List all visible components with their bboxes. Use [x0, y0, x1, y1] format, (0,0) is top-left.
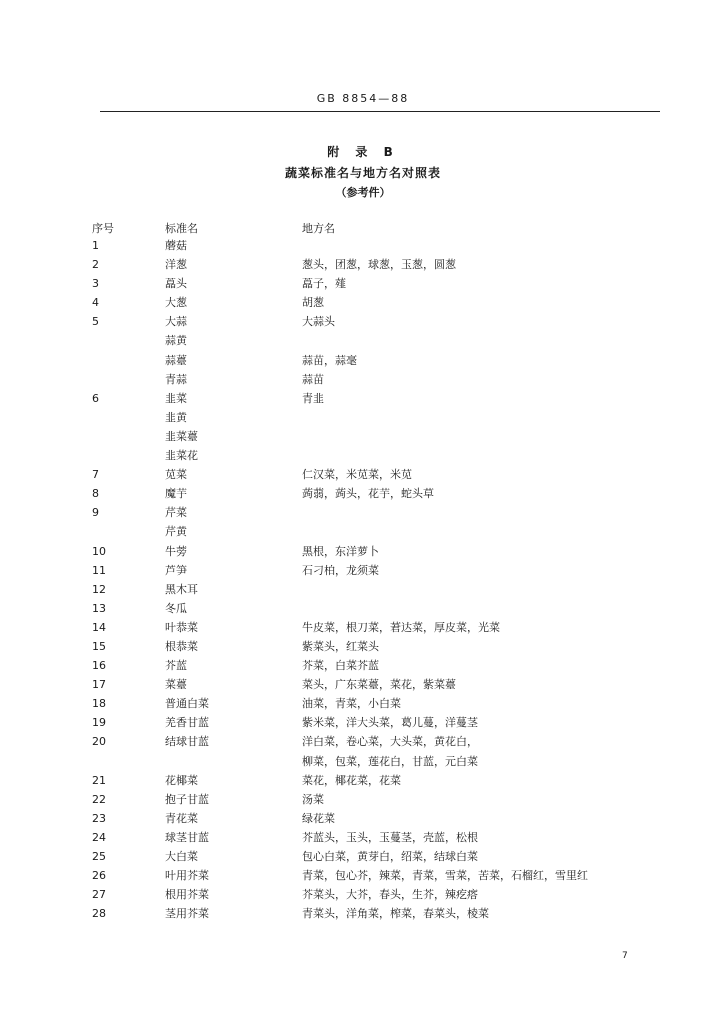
row-number: 4	[92, 296, 99, 310]
local-name: 蒜苗，蒜毫	[302, 353, 357, 367]
table-row	[0, 293, 726, 312]
table-row	[0, 351, 726, 370]
row-number: 6	[92, 391, 99, 405]
table-row	[0, 503, 726, 522]
local-name: 菜花，椰花菜，花菜	[302, 773, 401, 787]
standard-name: 大葱	[165, 296, 187, 310]
standard-name: 根恭菜	[165, 639, 198, 653]
local-name: 青韭	[302, 391, 324, 405]
table-row	[0, 656, 726, 675]
standard-name: 苋菜	[165, 468, 187, 482]
table-row	[0, 828, 726, 847]
table-row	[0, 675, 726, 694]
table-row	[0, 637, 726, 656]
standard-name: 叶恭菜	[165, 620, 198, 634]
table-row	[0, 790, 726, 809]
standard-name: 大蒜	[165, 315, 187, 329]
row-number: 28	[92, 907, 106, 921]
table-row	[0, 580, 726, 599]
local-name: 油菜，青菜，小白菜	[302, 697, 401, 711]
row-number: 14	[92, 620, 106, 634]
standard-name: 大白菜	[165, 850, 198, 863]
row-number: 27	[92, 888, 106, 902]
row-number: 17	[92, 678, 106, 692]
standard-name: 洋葱	[165, 258, 187, 272]
page-number: 7	[622, 951, 628, 961]
row-number: 2	[92, 258, 99, 272]
local-name: 青菜头，洋角菜，榨菜，春菜头，棱菜	[302, 907, 489, 921]
table-row	[0, 427, 726, 446]
row-number: 9	[92, 506, 99, 520]
row-number: 8	[92, 487, 99, 501]
standard-name: 球茎甘蓝	[165, 830, 209, 844]
table-row	[0, 561, 726, 580]
row-number: 5	[92, 315, 99, 329]
standard-name: 茎用芥菜	[165, 907, 209, 921]
standard-name: 韭菜花	[165, 449, 198, 463]
row-number: 23	[92, 811, 106, 825]
table-row	[0, 618, 726, 637]
table-row	[0, 389, 726, 408]
table-row	[0, 370, 726, 389]
column-header-local-name: 地方名	[302, 222, 335, 235]
table-row	[0, 752, 726, 771]
local-name: 芥菜，白菜芥蓝	[302, 659, 379, 673]
standard-name: 蒜黄	[165, 334, 187, 348]
table-row	[0, 236, 726, 255]
standard-name: 芹黄	[165, 525, 187, 539]
local-name: 藠子，薤	[302, 277, 346, 291]
standard-name: 韭菜	[165, 391, 187, 405]
table-row	[0, 732, 726, 751]
standard-name: 韭黄	[165, 410, 187, 424]
local-name: 包心白菜，黄芽白，绍菜，结球白菜	[302, 850, 478, 863]
row-number: 3	[92, 277, 99, 291]
local-name: 洋白菜，卷心菜，大头菜，黄花白，	[302, 735, 478, 749]
local-name: 蒟蒻，蒟头，花芋，蛇头草	[302, 487, 434, 501]
local-name: 大蒜头	[302, 315, 335, 329]
standard-name: 冬瓜	[165, 601, 187, 615]
local-name: 芥蓝头，玉头，玉蔓茎，壳蓝，松根	[302, 830, 478, 844]
standard-name: 牛蒡	[165, 544, 187, 558]
standard-name: 藠头	[165, 277, 187, 291]
standard-name: 根用芥菜	[165, 888, 209, 902]
local-name: 汤菜	[302, 792, 324, 806]
standard-code: GB 8854—88	[316, 92, 410, 105]
local-name: 仁汉菜，米苋菜，米苋	[302, 468, 412, 482]
table-row	[0, 446, 726, 465]
row-number: 24	[92, 830, 106, 844]
local-name: 绿花菜	[302, 811, 335, 825]
row-number: 15	[92, 639, 106, 653]
vegetable-name-table	[0, 236, 726, 923]
row-number: 12	[92, 582, 106, 596]
local-name: 紫米菜，洋大头菜，葛儿蔓，洋蔓茎	[302, 716, 478, 730]
row-number: 18	[92, 697, 106, 711]
standard-name: 花椰菜	[165, 773, 198, 787]
table-row	[0, 312, 726, 331]
table-row	[0, 904, 726, 923]
row-number: 1	[92, 239, 99, 252]
local-name: 石刁柏，龙须菜	[302, 563, 379, 577]
row-number: 10	[92, 544, 106, 558]
standard-name: 黑木耳	[165, 582, 198, 596]
row-number: 26	[92, 869, 106, 883]
standard-name: 青花菜	[165, 811, 198, 825]
table-row	[0, 408, 726, 427]
column-header-standard-name: 标准名	[165, 222, 198, 235]
standard-name: 叶用芥菜	[165, 869, 209, 883]
row-number: 20	[92, 735, 106, 749]
standard-name: 魔芋	[165, 487, 187, 501]
table-row	[0, 847, 726, 866]
row-number: 11	[92, 563, 106, 577]
row-number: 7	[92, 468, 99, 482]
standard-name: 青蒜	[165, 372, 187, 386]
standard-name: 芹菜	[165, 506, 187, 520]
appendix-label: 附 录 B	[327, 145, 399, 159]
header-rule	[100, 111, 660, 112]
table-row	[0, 465, 726, 484]
standard-name: 韭菜薹	[165, 429, 198, 443]
row-number: 16	[92, 659, 106, 673]
column-header-number: 序号	[92, 222, 114, 235]
table-row	[0, 771, 726, 790]
table-row	[0, 522, 726, 541]
table-row	[0, 331, 726, 350]
local-name: 黑根，东洋萝卜	[302, 544, 379, 558]
row-number: 21	[92, 773, 106, 787]
local-name: 青菜，包心芥，辣菜，青菜，雪菜，苦菜，石榴红，雪里红	[302, 869, 588, 883]
local-name: 蒜苗	[302, 372, 324, 386]
row-number: 25	[92, 850, 106, 863]
standard-name: 芦笋	[165, 563, 187, 577]
table-row	[0, 866, 726, 885]
table-row	[0, 484, 726, 503]
standard-name: 菜薹	[165, 678, 187, 692]
local-name: 胡葱	[302, 296, 324, 310]
table-subtitle: （参考件）	[335, 186, 391, 199]
standard-name: 芥蓝	[165, 659, 187, 673]
table-row	[0, 274, 726, 293]
table-row	[0, 885, 726, 904]
table-row	[0, 542, 726, 561]
local-name: 柳菜，包菜，莲花白，甘蓝，元白菜	[302, 754, 478, 768]
table-row	[0, 599, 726, 618]
table-row	[0, 694, 726, 713]
standard-name: 蒜薹	[165, 353, 187, 367]
local-name: 芥菜头，大芥，春头，生芥，辣疙瘩	[302, 888, 478, 902]
standard-name: 抱子甘蓝	[165, 792, 209, 806]
local-name: 牛皮菜，根刀菜，莙达菜，厚皮菜，光菜	[302, 620, 500, 634]
standard-name: 羌香甘蓝	[165, 716, 209, 730]
row-number: 19	[92, 716, 106, 730]
table-row	[0, 713, 726, 732]
local-name: 菜头，广东菜薹，菜花，紫菜薹	[302, 678, 456, 692]
standard-name: 结球甘蓝	[165, 735, 209, 749]
standard-name: 普通白菜	[165, 697, 209, 711]
local-name: 紫菜头，红菜头	[302, 639, 379, 653]
row-number: 13	[92, 601, 106, 615]
table-row	[0, 255, 726, 274]
table-title: 蔬菜标准名与地方名对照表	[284, 166, 441, 180]
local-name: 葱头，团葱，球葱，玉葱，圆葱	[302, 258, 456, 272]
row-number: 22	[92, 792, 106, 806]
standard-name: 蘑菇	[165, 239, 187, 252]
table-row	[0, 809, 726, 828]
